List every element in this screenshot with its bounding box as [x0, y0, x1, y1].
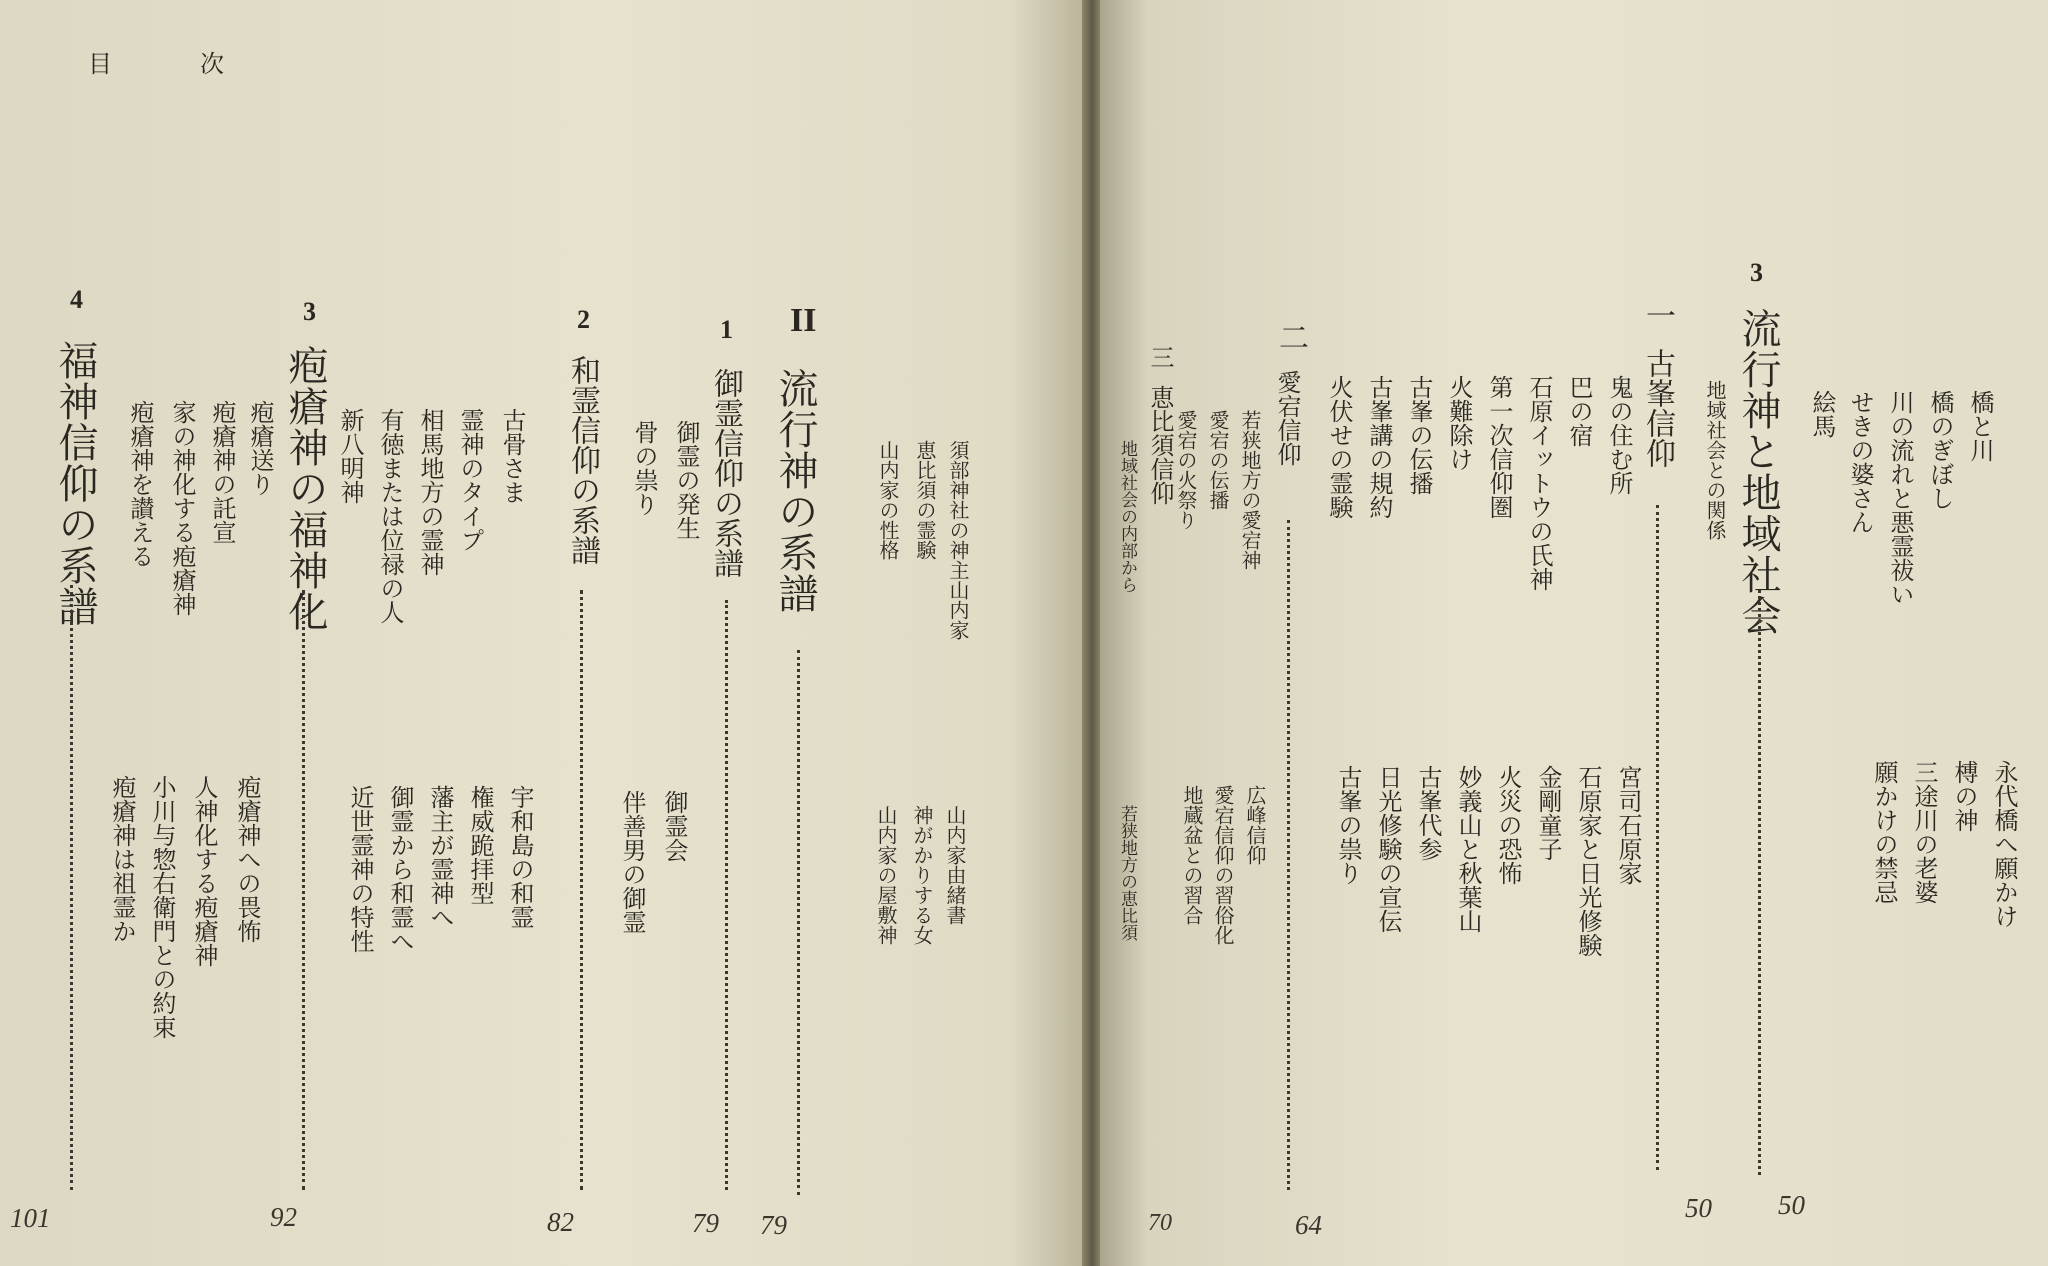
- page-number: 50: [1778, 1190, 1805, 1220]
- toc-item: 恵比須の霊験: [913, 440, 937, 560]
- toc-item: 小川与惣右衛門との約束: [148, 775, 176, 1039]
- toc-item: 火難除け: [1445, 375, 1473, 471]
- toc-item: 霊神のタイプ: [456, 408, 484, 552]
- section-number: 3: [303, 297, 316, 326]
- toc-item: せきの婆さん: [1846, 390, 1874, 534]
- right-page: [1100, 0, 2048, 1266]
- page-number: 92: [270, 1202, 297, 1232]
- toc-item: 疱瘡送り: [246, 400, 274, 496]
- toc-item: 川の流れと悪霊祓い: [1886, 390, 1914, 606]
- section-number: 3: [1750, 258, 1763, 287]
- page-number: 50: [1685, 1193, 1712, 1223]
- toc-item: 御霊から和霊へ: [386, 785, 414, 953]
- toc-item: 藩主が霊神へ: [426, 785, 454, 929]
- toc-item: 疱瘡神への畏怖: [233, 775, 261, 943]
- toc-item: 愛宕信仰の習俗化: [1211, 785, 1235, 945]
- leader-dots: [797, 650, 800, 1195]
- toc-item: 御霊会: [660, 790, 688, 862]
- section-title: 福神信仰の系譜: [52, 340, 98, 627]
- section-title: 御霊信仰の系譜: [708, 368, 743, 578]
- section-title: 疱瘡神の福神化: [282, 345, 328, 632]
- page-number: 79: [760, 1210, 787, 1240]
- section-number: 1: [720, 315, 733, 344]
- toc-item: 地蔵盆との習合: [1180, 785, 1204, 925]
- toc-item: 古峯講の規約: [1365, 375, 1393, 519]
- chapter-number: 三: [1146, 345, 1174, 369]
- leader-dots: [1656, 505, 1659, 1170]
- page-number: 64: [1295, 1210, 1322, 1240]
- toc-item: 火災の恐怖: [1494, 765, 1522, 885]
- toc-item: 石原イットウの氏神: [1525, 375, 1553, 591]
- toc-item: 伴善男の御霊: [618, 790, 646, 934]
- toc-item: 疱瘡神を讃える: [126, 400, 154, 568]
- toc-item: 御霊の発生: [672, 420, 700, 540]
- toc-item: 古骨さま: [498, 408, 526, 504]
- toc-item: 山内家の性格: [876, 440, 900, 560]
- toc-item: 若狭地方の愛宕神: [1238, 410, 1262, 570]
- book-gutter: [1082, 0, 1102, 1266]
- toc-item: 宮司石原家: [1614, 765, 1642, 885]
- chapter-number: 一: [1640, 300, 1675, 330]
- toc-item: 日光修験の宣伝: [1374, 765, 1402, 933]
- toc-item: 家の神化する疱瘡神: [168, 400, 196, 616]
- leader-dots: [302, 590, 305, 1190]
- chapter-title: 恵比須信仰: [1146, 385, 1174, 505]
- page-number: 70: [1148, 1210, 1172, 1236]
- page-number: 79: [692, 1208, 719, 1238]
- toc-item: 山内家の屋敷神: [874, 805, 898, 945]
- toc-item: 石原家と日光修験: [1574, 765, 1602, 957]
- toc-item: 絵馬: [1808, 390, 1836, 438]
- toc-item: 古峯の祟り: [1334, 765, 1362, 885]
- toc-item: 愛宕の伝播: [1206, 410, 1230, 510]
- subsection: 地域社会の内部から: [1117, 440, 1137, 593]
- toc-item: 巴の宿: [1565, 375, 1593, 447]
- header-right: 次: [200, 50, 226, 78]
- toc-item: 相馬地方の霊神: [416, 408, 444, 576]
- section-title: 流行神と地域社会: [1735, 308, 1781, 636]
- toc-item: 疱瘡神の託宣: [208, 400, 236, 544]
- section-title: 和霊信仰の系譜: [565, 355, 600, 565]
- toc-item: 願かけの禁忌: [1870, 760, 1898, 904]
- toc-item: 広峰信仰: [1243, 785, 1267, 865]
- leader-dots: [725, 600, 728, 1190]
- toc-item: 宇和島の和霊: [506, 785, 534, 929]
- leader-dots: [70, 585, 73, 1190]
- toc-item: 山内家由緒書: [943, 805, 967, 925]
- chapter-title: 愛宕信仰: [1273, 370, 1301, 466]
- toc-item: 橋のぎぼし: [1926, 390, 1954, 510]
- page-number: 101: [10, 1203, 51, 1233]
- chapter-number: 二: [1273, 322, 1308, 352]
- toc-item: 有徳または位禄の人: [376, 408, 404, 624]
- toc-item: 金剛童子: [1534, 765, 1562, 861]
- toc-item: 愛宕の火祭り: [1174, 410, 1198, 530]
- subsection: 若狭地方の恵比須: [1117, 805, 1137, 941]
- toc-item: 妙義山と秋葉山: [1454, 765, 1482, 933]
- toc-item: 骨の祟り: [630, 420, 658, 516]
- toc-item: 権威跪拝型: [466, 785, 494, 905]
- section-number: 2: [577, 305, 590, 334]
- toc-item: 神がかりする女: [910, 805, 934, 945]
- toc-item: 人神化する疱瘡神: [190, 775, 218, 967]
- toc-item: 鬼の住む所: [1605, 375, 1633, 495]
- toc-item: 火伏せの霊験: [1325, 375, 1353, 519]
- toc-item: 三途川の老婆: [1910, 760, 1938, 904]
- part-title: 流行神の系譜: [772, 368, 818, 614]
- toc-item: 榑の神: [1950, 760, 1978, 832]
- toc-item: 永代橋へ願かけ: [1990, 760, 2018, 928]
- leader-dots: [580, 590, 583, 1190]
- toc-item: 須部神社の神主山内家: [946, 440, 970, 640]
- leader-dots: [1758, 590, 1761, 1175]
- header-left: 目: [88, 50, 114, 78]
- part-number: II: [790, 302, 817, 339]
- toc-item: 第一次信仰圏: [1485, 375, 1513, 519]
- leader-dots: [1287, 520, 1290, 1190]
- toc-item: 古峯代参: [1414, 765, 1442, 861]
- chapter-title: 古峯信仰: [1640, 348, 1675, 468]
- toc-item: 古峯の伝播: [1405, 375, 1433, 495]
- toc-item: 疱瘡神は祖霊か: [108, 775, 136, 943]
- page-number: 82: [547, 1207, 574, 1237]
- toc-item: 新八明神: [336, 408, 364, 504]
- section-number: 4: [70, 285, 83, 314]
- toc-item: 橋と川: [1966, 390, 1994, 462]
- toc-item: 近世霊神の特性: [346, 785, 374, 953]
- subsection: 地域社会との関係: [1703, 380, 1727, 540]
